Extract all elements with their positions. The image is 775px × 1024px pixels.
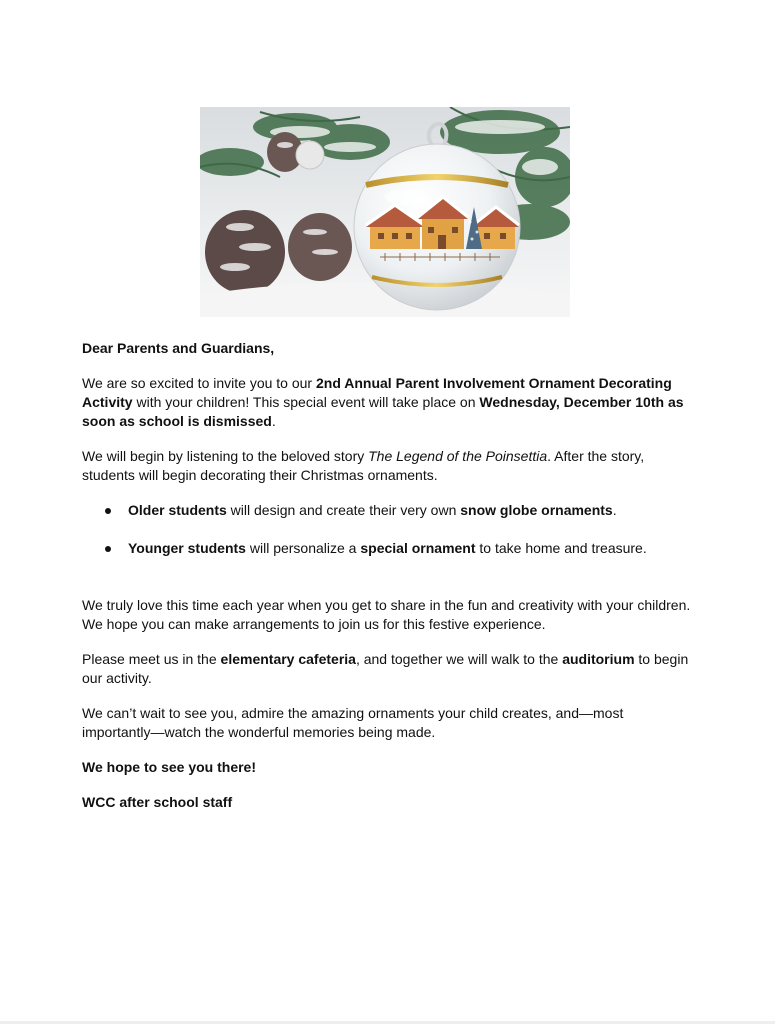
- meeting-paragraph: Please meet us in the elementary cafeteria, and together we will walk to the auditorium to begin our activity.: [82, 651, 689, 686]
- memories-paragraph: We can’t wait to see you, admire the amazing ornaments your child creates, and—most importantly—watch the wonderful memories being made.: [82, 705, 624, 740]
- list-item: Younger students will personalize a special ornament to take home and treasure.: [82, 539, 692, 558]
- christmas-ornament-photo: [200, 107, 570, 317]
- signature: WCC after school staff: [82, 794, 233, 810]
- list-item: Older students will design and create their very own snow globe ornaments.: [82, 501, 692, 520]
- invitation-paragraph: We are so excited to invite you to our 2nd Annual Parent Involvement Ornament Decorating Activity with your children! This special event will take place on Wednesday, December 10th as soon as school is dismissed.: [82, 375, 684, 429]
- greeting: Dear Parents and Guardians,: [82, 340, 275, 356]
- story-paragraph: We will begin by listening to the beloved story The Legend of the Poinsettia. After the story, students will begin decorating their Christmas ornaments.: [82, 448, 645, 483]
- bullet-icon: [105, 546, 111, 552]
- closing-line: We hope to see you there!: [82, 759, 256, 775]
- activity-list: [82, 501, 692, 558]
- fun-paragraph: We truly love this time each year when you get to share in the fun and creativity with your children. We hope you can make arrangements to join us for this festive experience.: [82, 597, 691, 632]
- letter-body: [82, 339, 692, 828]
- bullet-icon: [105, 508, 111, 514]
